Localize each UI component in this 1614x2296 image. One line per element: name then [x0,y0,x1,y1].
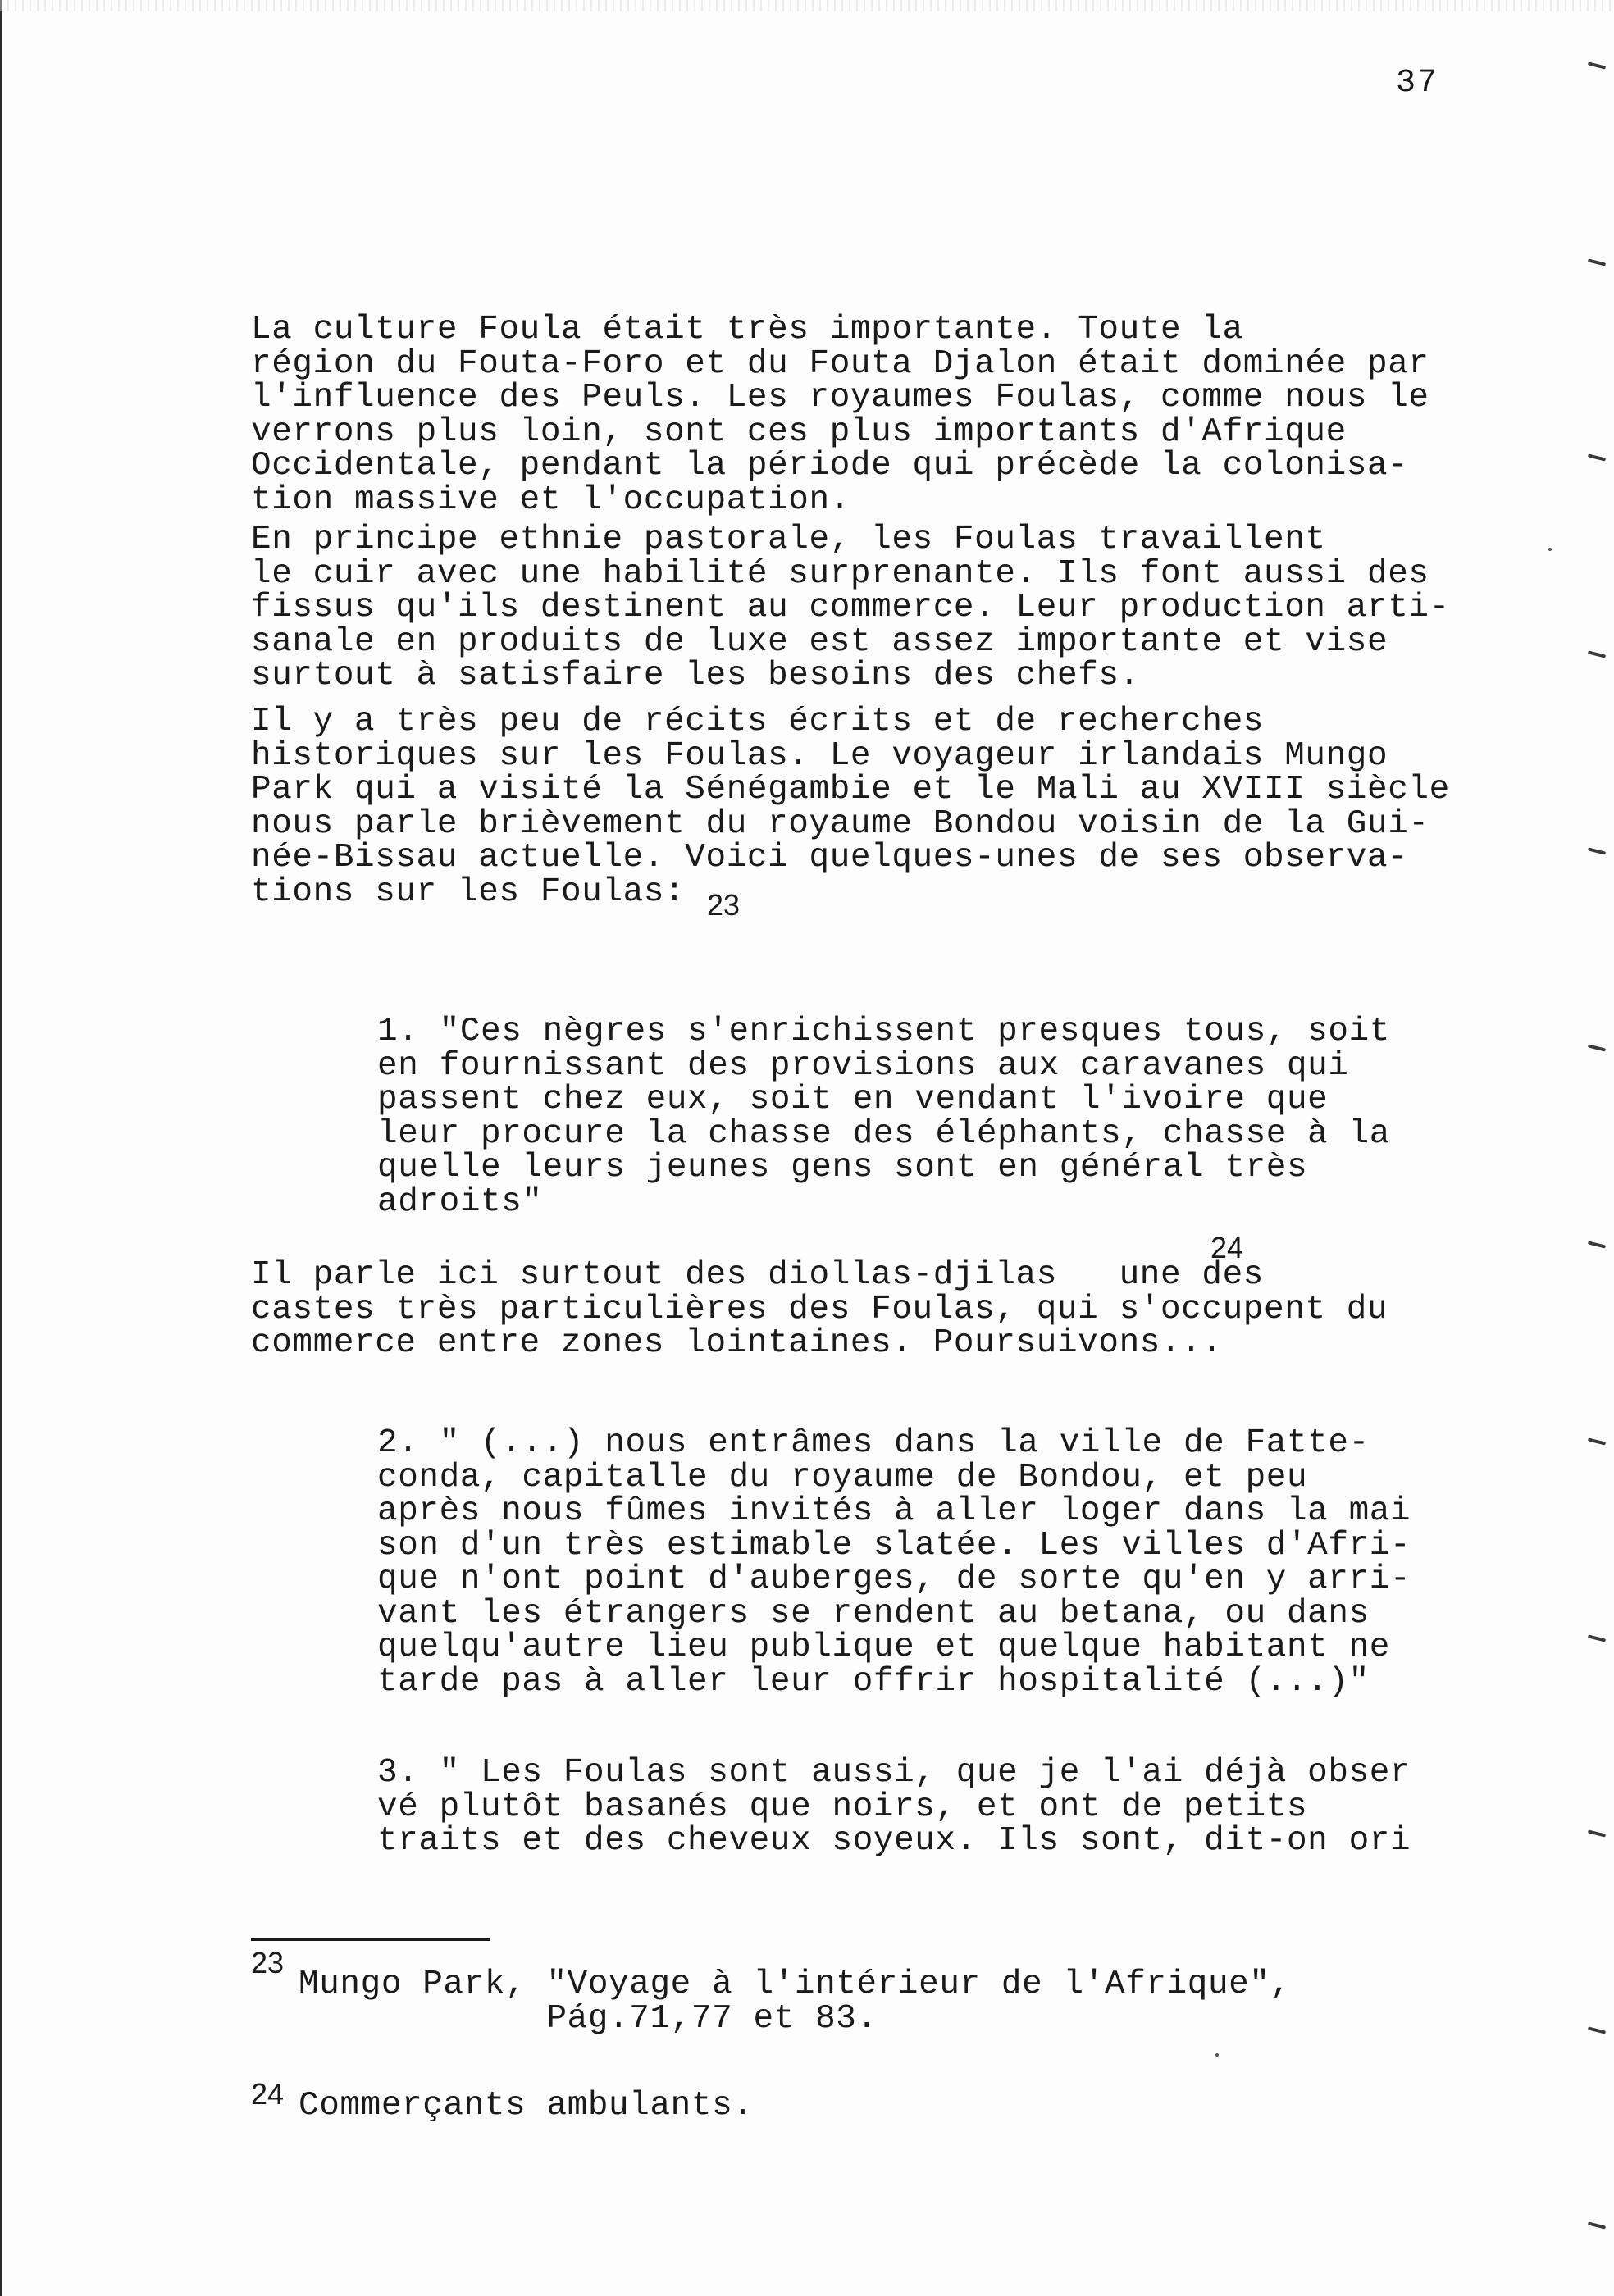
margin-mark [1588,258,1606,266]
margin-mark [1588,453,1606,461]
paragraph-pastoral-craft: En principe ethnie pastorale, les Foulas travaillent le cuir avec une habilité surprenante. Ils font aussi des fissus qu'ils destinent au commerce. Leur production arti- sanale en produits de luxe est assez importante et vise surtout à satisfaire les besoins des chefs. [251,521,1450,695]
paragraph-foula-culture: La culture Foula était très importante. Toute la région du Fouta-Foro et du Fouta Djalon était dominée par l'influence des Peuls. Les royaumes Foulas, comme nous le verrons plus loin, sont ces plus importants d'Afrique Occidentale, pendant la période qui précède la colonisa- tion massive et l'occupation. [251,311,1429,519]
footnote-number-23: 23 [251,1946,285,1979]
margin-mark [1588,650,1606,658]
footnote-reference-24: 24 [1210,1231,1244,1264]
page-number: 37 [1396,65,1439,102]
margin-mark [1588,1437,1606,1445]
margin-mark [1588,2026,1606,2034]
scan-speckle-strip [0,0,1614,11]
margin-mark [1588,61,1606,69]
margin-mark [1588,2221,1606,2229]
quotation-1: 1. "Ces nègres s'enrichissent presques tous, soit en fournissant des provisions aux caravanes qui passent chez eux, soit en vendant l'ivoire que leur procure la chasse des éléphants, chasse à la quelle leurs jeunes gens sont en général très adroits" [377,1013,1390,1221]
quotation-3: 3. " Les Foulas sont aussi, que je l'ai déjà obser vé plutôt basanés que noirs, et ont de petits traits et des cheveux soyeux. Ils sont, dit-on ori [377,1754,1411,1860]
footnote-separator [251,1938,490,1941]
margin-mark [1588,1634,1606,1642]
margin-mark [1588,1044,1606,1051]
quotation-2: 2. " (...) nous entrâmes dans la ville de Fatte- conda, capitalle du royaume de Bondou, et peu après nous fûmes invités à aller loger dans la mai son d'un très estimable slatée. Les villes d'Afri- que n'ont point d'auberges, de sorte qu'en y arri- vant les étrangers se rendent au betana, ou dans quelqu'autre lieu publique et quelque habitant ne tarde pas à aller leur offrir hospitalité (...)" [377,1424,1411,1701]
margin-mark [1588,847,1606,854]
footnote-reference-23: 23 [707,888,741,922]
page-edge-line [0,0,2,2296]
scan-speck [1215,2053,1219,2057]
footnote-text-24: Commerçants ambulants. [299,2087,754,2125]
scan-speck [1548,548,1552,551]
paragraph-diollas: Il parle ici surtout des diollas-djilas une des castes très particulières des Foulas, qui s'occupent du commerce entre zones lointaines. Poursuivons... [251,1256,1388,1362]
paragraph-mungo-park: Il y a très peu de récits écrits et de recherches historiques sur les Foulas. Le voyageur irlandais Mungo Park qui a visité la Sénégambie et le Mali au XVIII siècle nous parle brièvement du royaume Bondou voisin de la Gui- née-Bissau actuelle. Voici quelques-unes de ses observa- tions sur les Foulas: [251,703,1450,911]
footnote-number-24: 24 [251,2077,285,2111]
margin-mark [1588,1829,1606,1837]
margin-mark [1588,1241,1606,1248]
footnote-text-23: Mungo Park, "Voyage à l'intérieur de l'Afrique", Pág.71,77 et 83. [299,1966,1291,2038]
